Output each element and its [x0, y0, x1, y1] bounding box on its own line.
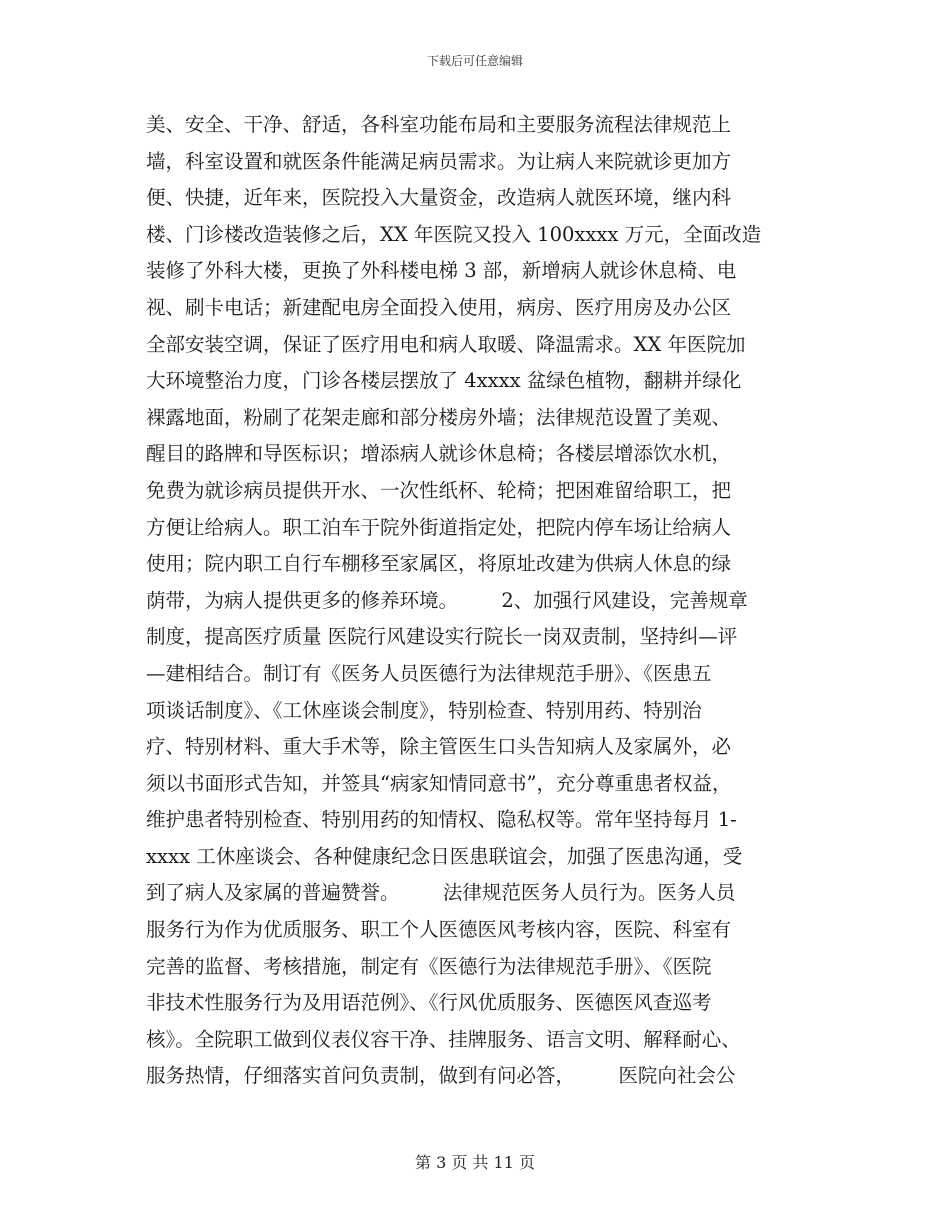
- text-line: 维护患者特别检查、特别用药的知情权、隐私权等。常年坚持每月 1-: [146, 808, 737, 832]
- text-line: 全部安装空调，保证了医疗用电和病人取暖、降温需求。XX 年医院加: [146, 332, 746, 356]
- text-line: 方便让给病人。职工泊车于院外街道指定处，把院内停车场让给病人: [146, 515, 732, 539]
- text-line: 装修了外科大楼，更换了外科楼电梯 3 部，新增病人就诊休息椅、电: [146, 259, 737, 283]
- text-line: xxxx 工休座谈会、各种健康纪念日医患联谊会，加强了医患沟通，受: [146, 844, 743, 868]
- text-line: 醒目的路牌和导医标识；增添病人就诊休息椅；各楼层增添饮水机，: [146, 442, 732, 466]
- text-line: 疗、特别材料、重大手术等，除主管医生口头告知病人及家属外，必: [146, 735, 732, 759]
- text-line: 免费为就诊病员提供开水、一次性纸杯、轮椅；把困难留给职工，把: [146, 478, 732, 502]
- text-line: 裸露地面，粉刷了花架走廊和部分楼房外墙；法律规范设置了美观、: [146, 405, 732, 429]
- text-line: 到了病人及家属的普遍赞誉。 法律规范医务人员行为。医务人员: [146, 881, 736, 905]
- text-line: 非技术性服务行为及用语范例》、《行风优质服务、医德医风查巡考: [146, 991, 712, 1015]
- text-line: 楼、门诊楼改造装修之后，XX 年医院又投入 100xxxx 万元，全面改造: [146, 222, 762, 246]
- text-line: 墙，科室设置和就医条件能满足病员需求。为让病人来院就诊更加方: [146, 149, 732, 173]
- text-line: 荫带，为病人提供更多的修养环境。 2、加强行风建设，完善规章: [146, 588, 748, 612]
- text-line: 服务热情，仔细落实首问负责制，做到有问必答， 医院向社会公: [146, 1064, 736, 1088]
- text-line: 视、刷卡电话；新建配电房全面投入使用，病房、医疗用房及办公区: [146, 295, 732, 319]
- text-line: 项谈话制度》、《工休座谈会制度》，特别检查、特别用药、特别治: [146, 698, 702, 722]
- text-line: 服务行为作为优质服务、职工个人医德医风考核内容，医院、科室有: [146, 918, 732, 942]
- text-line: 便、快捷，近年来，医院投入大量资金，改造病人就医环境，继内科: [146, 186, 732, 210]
- text-line: 制度，提高医疗质量 医院行风建设实行院长一岗双责制，坚持纠—评: [146, 625, 738, 649]
- text-line: 须以书面形式告知，并签具“病家知情同意书”，充分尊重患者权益，: [146, 771, 732, 795]
- page-number-footer: 第 3 页 共 11 页: [415, 1153, 535, 1172]
- text-line: 美、安全、干净、舒适，各科室功能布局和主要服务流程法律规范上: [146, 113, 732, 136]
- text-line: 使用；院内职工自行车棚移至家属区，将原址改建为供病人休息的绿: [146, 552, 732, 576]
- text-line: 大环境整治力度，门诊各楼层摆放了 4xxxx 盆绿色植物，翻耕并绿化: [146, 369, 742, 393]
- document-body: [146, 107, 806, 1095]
- text-line: 完善的监督、考核措施，制定有《医德行为法律规范手册》、《医院: [146, 954, 712, 978]
- text-line: —建相结合。制订有《医务人员医德行为法律规范手册》、《医患五: [146, 661, 712, 685]
- page-header-note: 下载后可任意编辑: [426, 54, 523, 68]
- text-line: 核》。全院职工做到仪表仪容干净、挂牌服务、语言文明、解释耐心、: [146, 1027, 741, 1051]
